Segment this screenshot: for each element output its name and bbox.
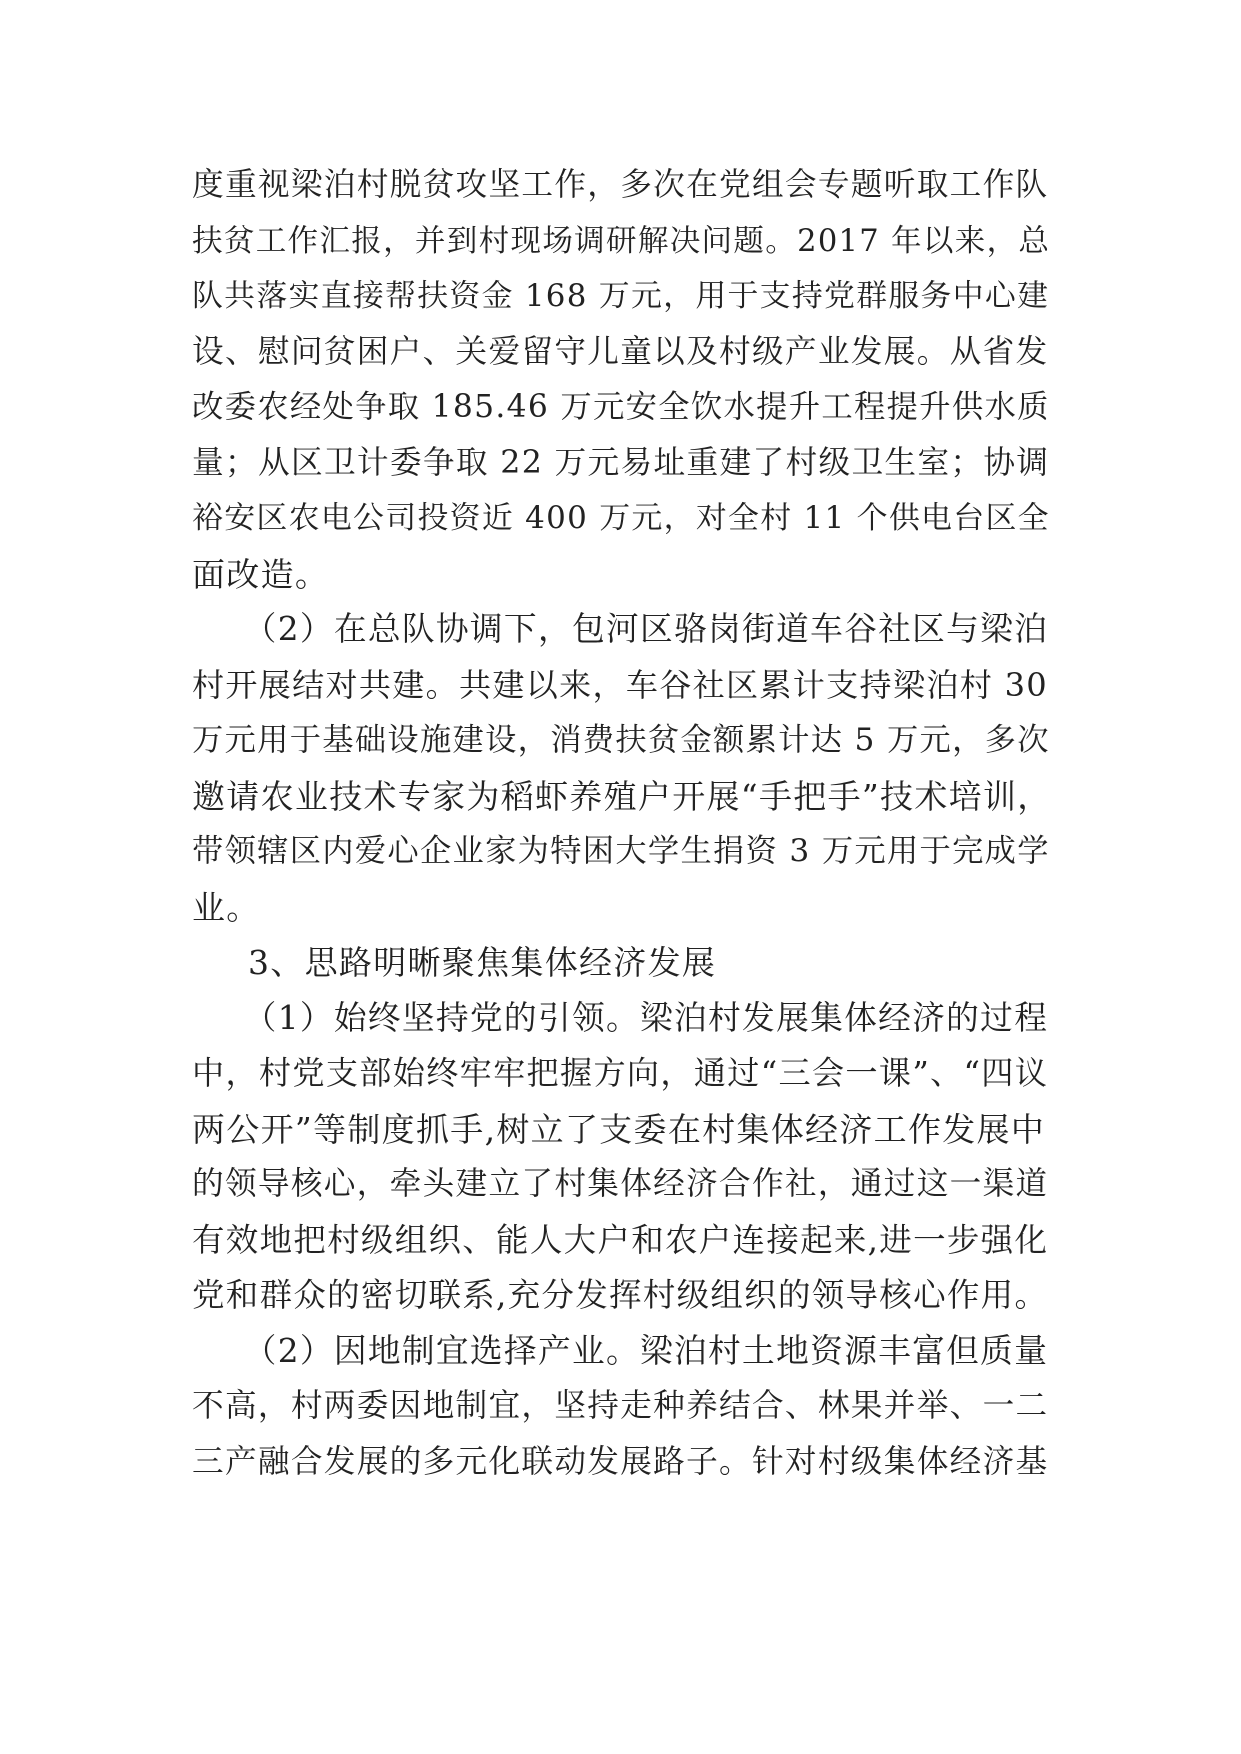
text-line: 改委农经处争取 185.46 万元安全饮水提升工程提升供水质 (192, 389, 1050, 425)
text-line: 设、慰问贫困户、关爱留守儿童以及村级产业发展。从省发 (192, 333, 1049, 370)
text-line: 两公开”等制度抓手,树立了支委在村集体经济工作发展中 (192, 1109, 1046, 1149)
text-line: 有效地把村级组织、能人大户和农户连接起来,进一步强化 (192, 1220, 1049, 1259)
text-line: 量；从区卫计委争取 22 万元易址重建了村级卫生室；协调 (192, 444, 1050, 481)
text-line: 的领导核心，牵头建立了村集体经济合作社，通过这一渠道 (192, 1166, 1049, 1202)
text-line: 裕安区农电公司投资近 400 万元，对全村 11 个供电台区全 (192, 500, 1050, 536)
text-line: 三产融合发展的多元化联动发展路子。针对村级集体经济基 (192, 1443, 1049, 1480)
text-line: 万元用于基础设施建设，消费扶贫金额累计达 5 万元，多次 (192, 722, 1050, 758)
text-line: 带领辖区内爱心企业家为特困大学生捐资 3 万元用于完成学 (192, 833, 1050, 869)
text-line: 队共落实直接帮扶资金 168 万元，用于支持党群服务中心建 (192, 278, 1050, 314)
text-line: 度重视梁泊村脱贫攻坚工作，多次在党组会专题听取工作队 (192, 167, 1049, 203)
text-line: 中，村党支部始终牢牢把握方向，通过“三会一课”、“四议 (192, 1054, 1049, 1092)
text-line: （2）因地制宜选择产业。梁泊村土地资源丰富但质量 (192, 1331, 1049, 1370)
text-line: 不高，村两委因地制宜，坚持走种养结合、林果并举、一二 (192, 1388, 1049, 1424)
text-line: 党和群众的密切联系,充分发挥村级组织的领导核心作用。 (192, 1276, 1049, 1314)
text-line: 邀请农业技术专家为稻虾养殖户开展“手把手”技术培训， (192, 776, 1052, 816)
text-line: 业。 (192, 887, 261, 927)
text-line: 面改造。 (192, 554, 330, 594)
body-text (192, 158, 1052, 1490)
text-line: 村开展结对共建。共建以来，车谷社区累计支持梁泊村 30 (192, 665, 1048, 704)
text-line: （1）始终坚持党的引领。梁泊村发展集体经济的过程 (192, 998, 1049, 1037)
section-heading: 3、思路明晰聚焦集体经济发展 (248, 943, 717, 982)
text-line: 扶贫工作汇报，并到村现场调研解决问题。2017 年以来，总 (192, 223, 1051, 259)
text-line: （2）在总队协调下，包河区骆岗街道车谷社区与梁泊 (192, 610, 1049, 648)
